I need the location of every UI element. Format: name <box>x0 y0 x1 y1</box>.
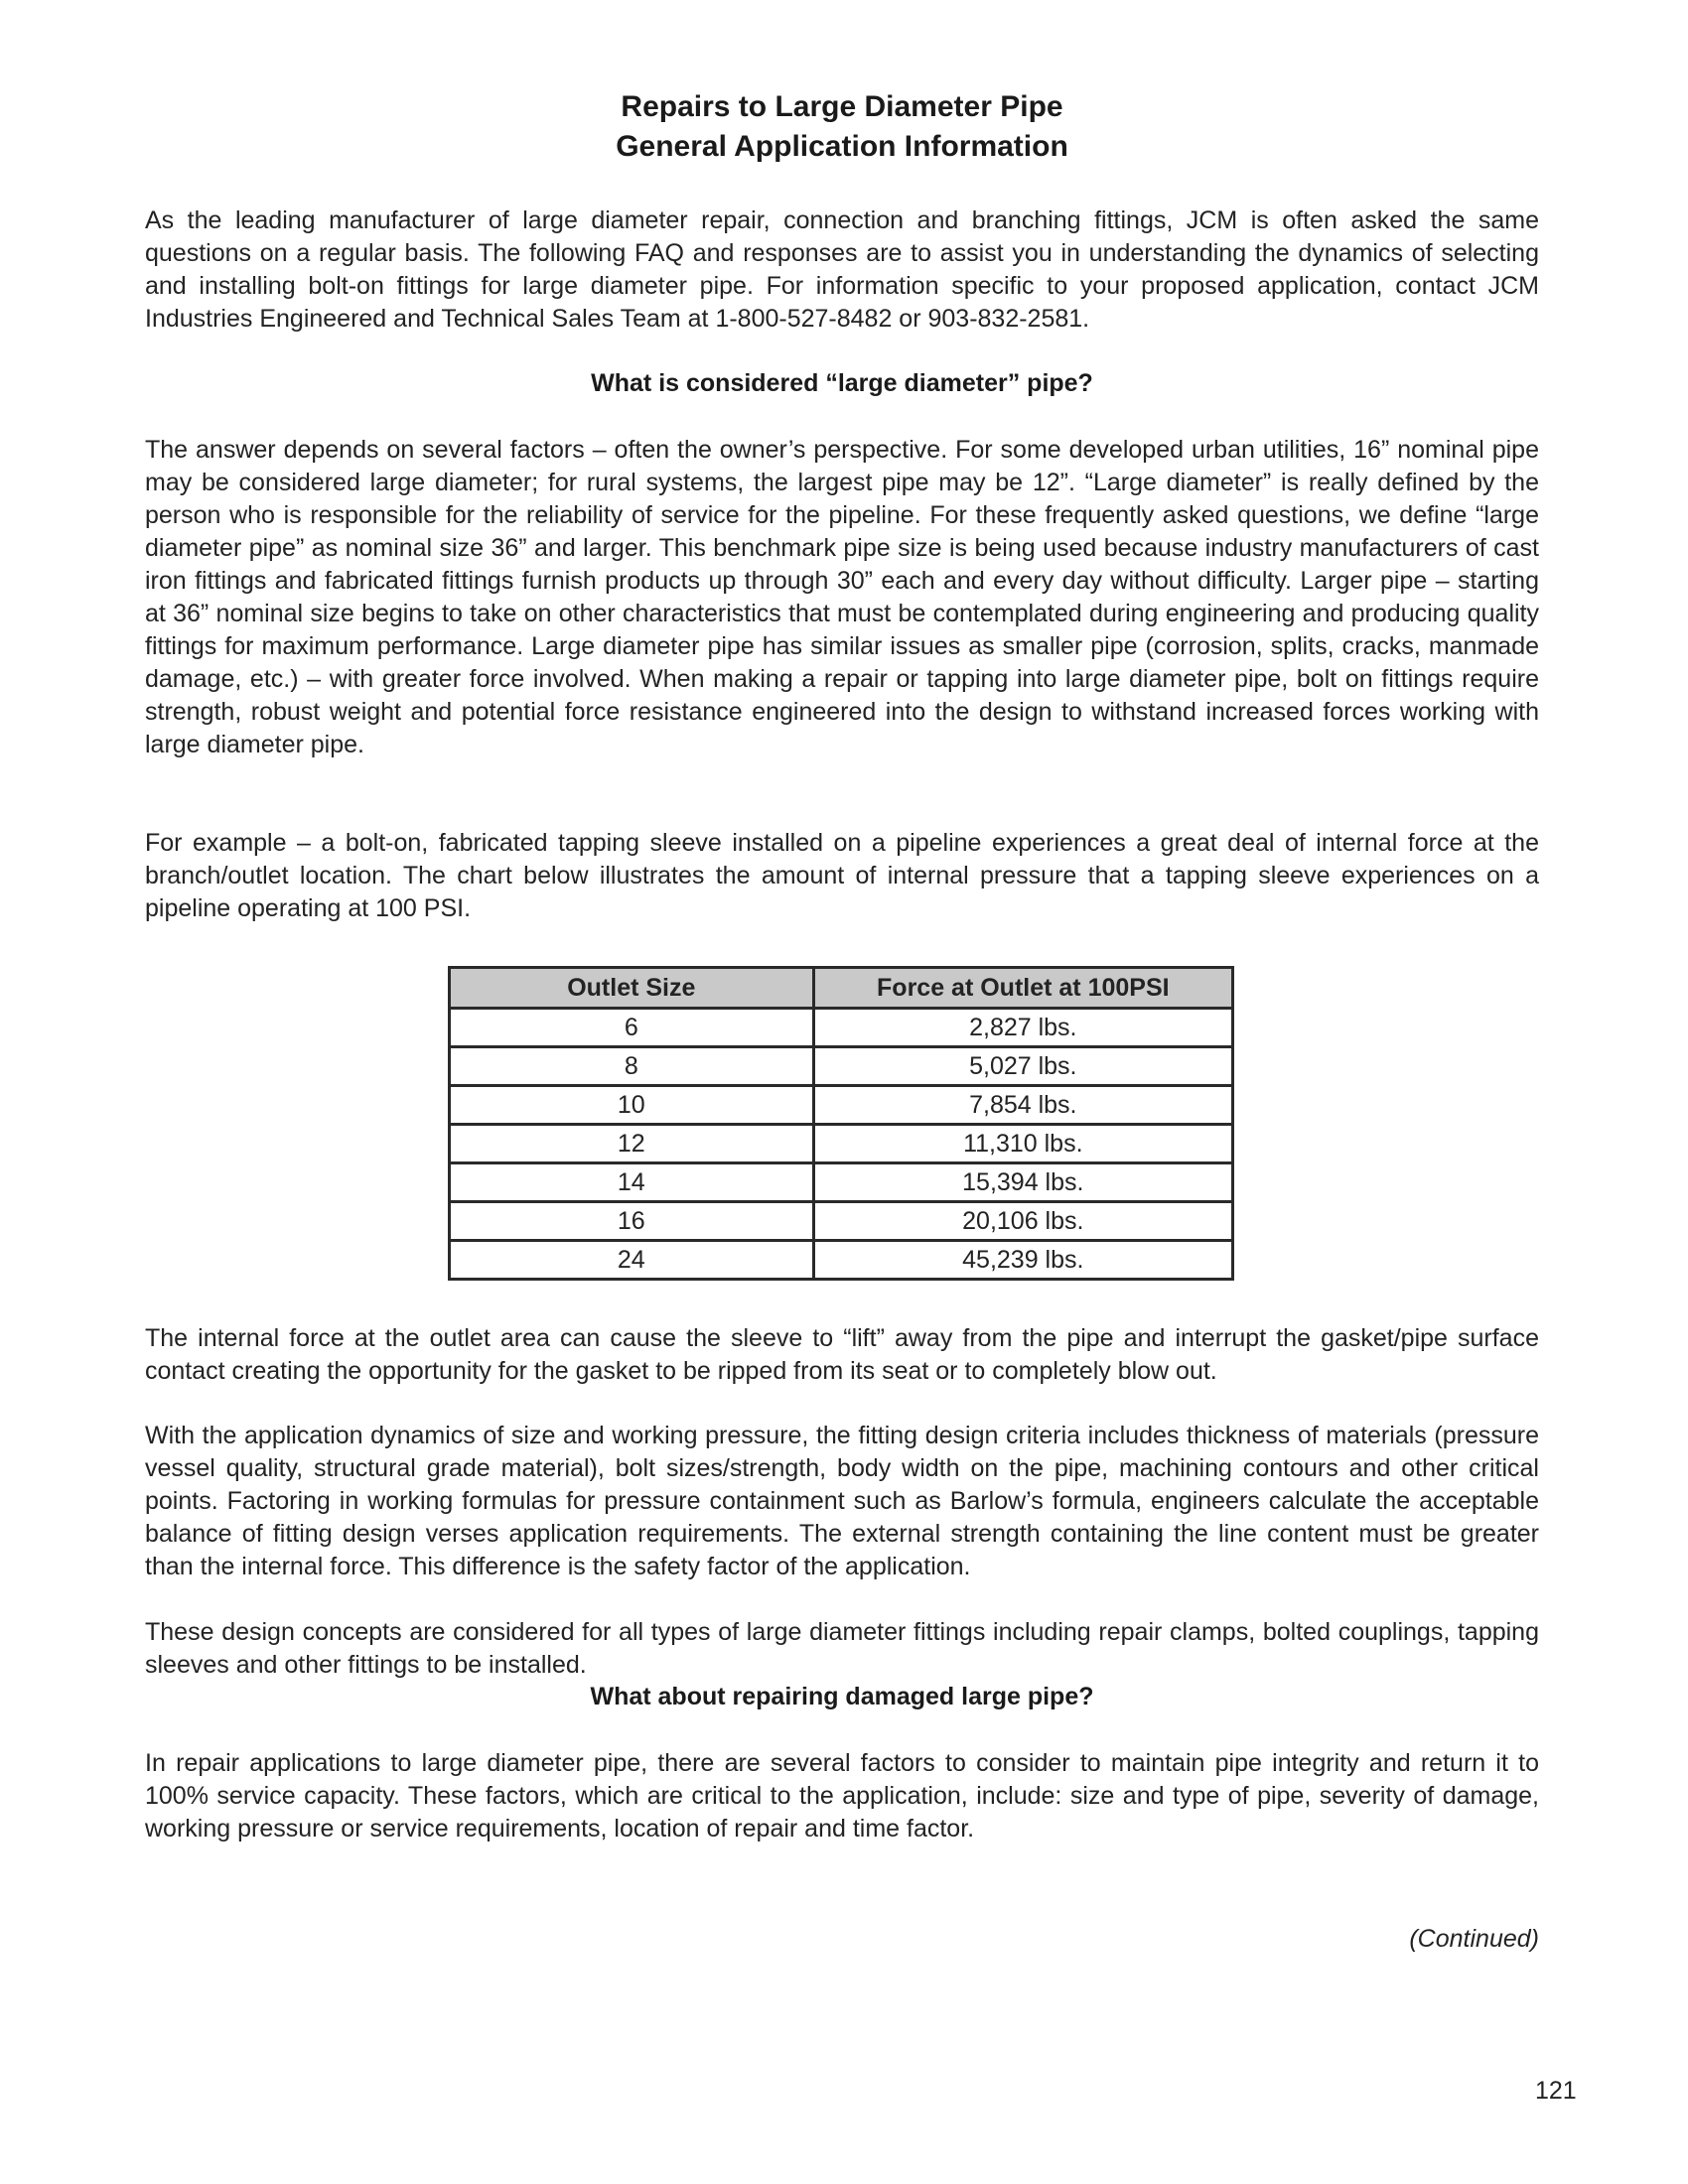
large-diameter-paragraph: The answer depends on several factors – often the owner’s perspective. For some developed urban utilities, 16” nominal pipe may be considered large diameter; for rural systems, the largest pipe may be 12”. “Large diameter” is really defined by the person who is responsible for the reliability of service for the pipeline. For these frequently asked questions, we define “large diameter pipe” as nominal size 36” and larger. This benchmark pipe size is being used because industry manufacturers of cast iron fittings and fabricated fittings furnish products up through 30” each and every day without difficulty. Larger pipe – starting at 36” nominal size begins to take on other characteristics that must be contemplated during engineering and producing quality fittings for maximum performance. Large diameter pipe has similar issues as smaller pipe (corrosion, splits, cracks, manmade damage, etc.) – with greater force involved. When making a repair or tapping into large diameter pipe, bolt on fittings require strength, robust weight and potential force resistance engineered into the design to withstand increased forces working with large diameter pipe. <box>145 436 1539 758</box>
table-row <box>450 1086 1233 1125</box>
outlet-size-cell: 10 <box>450 1086 814 1125</box>
table-row <box>450 1202 1233 1241</box>
force-cell: 11,310 lbs. <box>813 1125 1232 1163</box>
header-force-at-outlet: Force at Outlet at 100PSI <box>813 968 1232 1009</box>
intro-paragraph: As the leading manufacturer of large diameter repair, connection and branching fittings, JCM is often asked the same questions on a regular basis. The following FAQ and responses are to assist you in understanding the dynamics of selecting and installing bolt-on fittings for large diameter pipe. For information specific to your proposed application, contact JCM Industries Engineered and Technical Sales Team at 1-800-527-8482 or 903-832-2581. <box>145 206 1539 333</box>
page-title <box>145 87 1539 167</box>
table-row <box>450 1047 1233 1086</box>
question-heading-repairing: What about repairing damaged large pipe? <box>590 1683 1094 1710</box>
force-cell: 5,027 lbs. <box>813 1047 1232 1086</box>
table-row <box>450 1163 1233 1202</box>
design-concepts-paragraph: These design concepts are considered for all types of large diameter fittings including repair clamps, bolted couplings, tapping sleeves and other fittings to be installed. <box>145 1618 1539 1679</box>
design-criteria-paragraph: With the application dynamics of size and working pressure, the fitting design criteria includes thickness of materials (pressure vessel quality, structural grade material), bolt sizes/strength, body width on the pipe, machining contours and other critical points. Factoring in working formulas for pressure containment such as Barlow’s formula, engineers calculate the acceptable balance of fitting design verses application requirements. The external strength containing the line content must be greater than the internal force. This difference is the safety factor of the application. <box>145 1422 1539 1580</box>
outlet-size-cell: 16 <box>450 1202 814 1241</box>
outlet-size-cell: 12 <box>450 1125 814 1163</box>
outlet-size-cell: 14 <box>450 1163 814 1202</box>
header-outlet-size: Outlet Size <box>450 968 814 1009</box>
force-cell: 45,239 lbs. <box>813 1241 1232 1280</box>
repair-applications-paragraph: In repair applications to large diameter pipe, there are several factors to consider to maintain pipe integrity and return it to 100% service capacity. These factors, which are critical to the application, include: size and type of pipe, severity of damage, working pressure or service requirements, location of repair and time factor. <box>145 1749 1539 1843</box>
outlet-force-table <box>448 966 1234 1281</box>
internal-force-paragraph: The internal force at the outlet area can cause the sleeve to “lift” away from the pipe and interrupt the gasket/pipe surface contact creating the opportunity for the gasket to be ripped from its seat or to completely blow out. <box>145 1324 1539 1385</box>
question-heading-large-diameter: What is considered “large diameter” pipe? <box>591 369 1093 397</box>
table-row <box>450 1241 1233 1280</box>
page-number: 121 <box>1535 2077 1577 2105</box>
outlet-size-cell: 24 <box>450 1241 814 1280</box>
outlet-size-cell: 6 <box>450 1009 814 1047</box>
document-page <box>145 0 1539 2184</box>
table-row <box>450 1125 1233 1163</box>
force-cell: 20,106 lbs. <box>813 1202 1232 1241</box>
table-row <box>450 1009 1233 1047</box>
continued-label: (Continued) <box>1409 1925 1539 1953</box>
table-header-row <box>450 968 1233 1009</box>
force-cell: 15,394 lbs. <box>813 1163 1232 1202</box>
outlet-size-cell: 8 <box>450 1047 814 1086</box>
title-line-2: General Application Information <box>616 130 1068 163</box>
example-paragraph: For example – a bolt-on, fabricated tapping sleeve installed on a pipeline experiences a great deal of internal force at the branch/outlet location. The chart below illustrates the amount of internal pressure that a tapping sleeve experiences on a pipeline operating at 100 PSI. <box>145 829 1539 922</box>
title-line-1: Repairs to Large Diameter Pipe <box>621 90 1063 123</box>
force-cell: 7,854 lbs. <box>813 1086 1232 1125</box>
force-cell: 2,827 lbs. <box>813 1009 1232 1047</box>
